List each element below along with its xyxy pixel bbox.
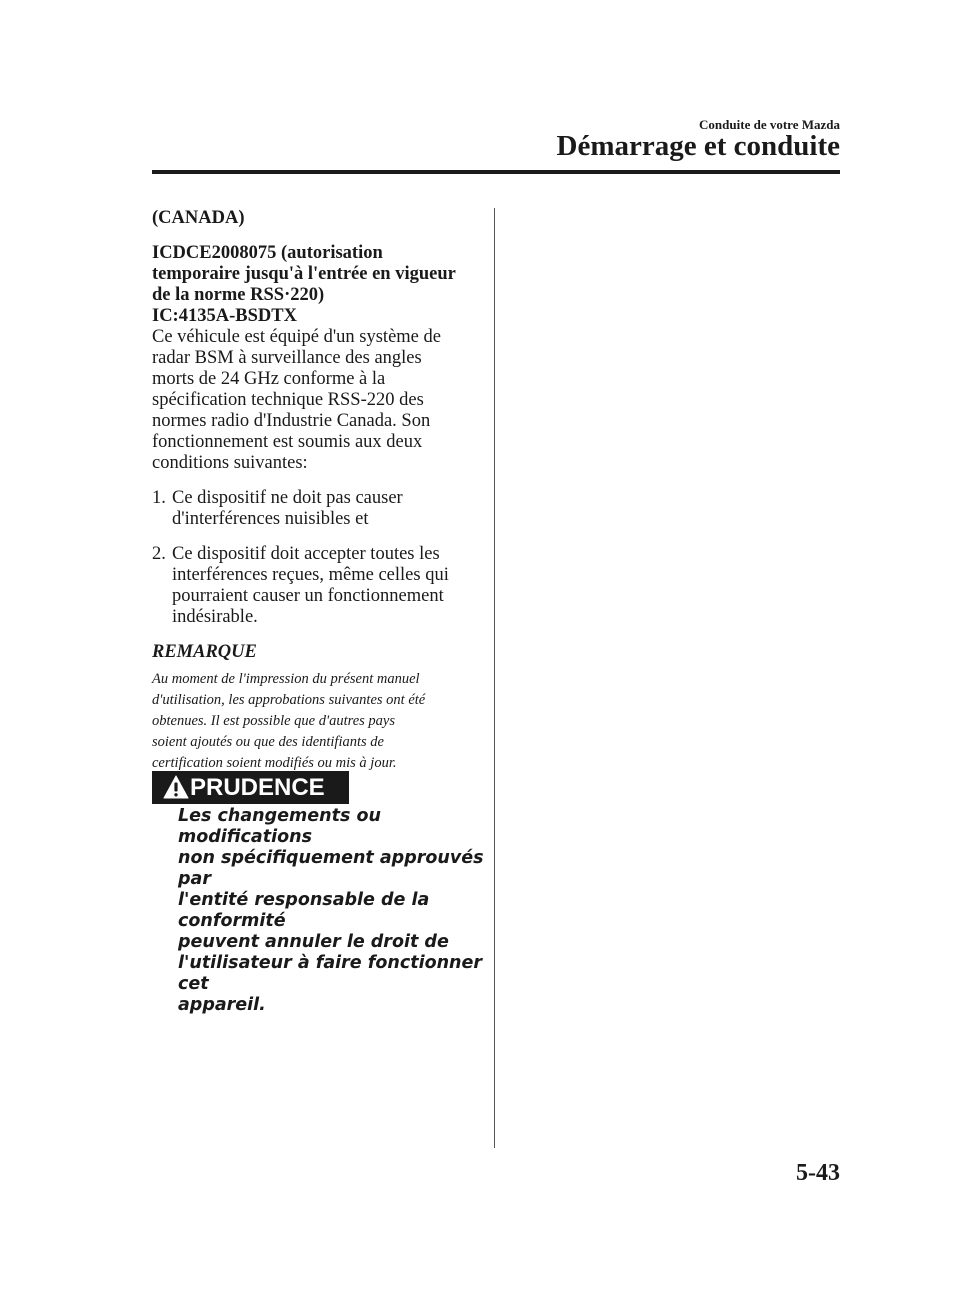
page-title: Démarrage et conduite xyxy=(556,130,840,162)
approval-line: de la norme RSS·220) xyxy=(152,285,325,305)
section-label: Conduite de votre Mazda xyxy=(699,117,840,132)
column-divider xyxy=(494,208,495,1148)
caution-line: l'utilisateur à faire fonctionner cet xyxy=(178,953,483,994)
list-line: d'interférences nuisibles et xyxy=(172,509,369,529)
left-column xyxy=(152,208,487,774)
list-line: indésirable. xyxy=(172,607,258,627)
list-number: 2. xyxy=(152,544,166,564)
list-item xyxy=(152,488,487,530)
paragraph-line: fonctionnement est soumis aux deux xyxy=(152,432,423,452)
caution-banner xyxy=(152,771,349,804)
caution-line: l'entité responsable de la conformité xyxy=(178,890,430,931)
list-item xyxy=(152,544,487,628)
paragraph xyxy=(152,327,487,474)
caution-line: non spécifiquement approuvés par xyxy=(178,848,484,889)
remarque-body xyxy=(152,669,487,774)
paragraph-line: radar BSM à surveillance des angles xyxy=(152,348,422,368)
paragraph-line: Ce véhicule est équipé d'un système de xyxy=(152,327,441,347)
list-line: Ce dispositif doit accepter toutes les xyxy=(172,544,440,564)
warning-icon xyxy=(163,775,189,799)
paragraph-line: conditions suivantes: xyxy=(152,453,308,473)
remarque-title: REMARQUE xyxy=(152,642,257,662)
approval-line: temporaire jusqu'à l'entrée en vigueur xyxy=(152,264,456,284)
caution-line: peuvent annuler le droit de xyxy=(178,932,449,952)
approval-line: ICDCE2008075 (autorisation xyxy=(152,243,383,263)
page-number: 5-43 xyxy=(796,1160,840,1186)
remarque-line: soient ajoutés ou que des identifiants de xyxy=(152,734,384,750)
canada-heading: (CANADA) xyxy=(152,208,245,228)
list-line: pourraient causer un fonctionnement xyxy=(172,586,444,606)
remarque-line: obtenues. Il est possible que d'autres pays xyxy=(152,713,395,729)
paragraph-line: normes radio d'Industrie Canada. Son xyxy=(152,411,431,431)
approval-line: IC:4135A-BSDTX xyxy=(152,306,297,326)
list-line: interférences reçues, même celles qui xyxy=(172,565,449,585)
caution-text xyxy=(178,806,490,1016)
caution-line: Les changements ou modifications xyxy=(178,806,381,847)
approval-block xyxy=(152,243,487,327)
paragraph-line: spécification technique RSS-220 des xyxy=(152,390,424,410)
remarque-line: d'utilisation, les approbations suivantes ont été xyxy=(152,692,426,708)
paragraph-line: morts de 24 GHz conforme à la xyxy=(152,369,386,389)
list-line: Ce dispositif ne doit pas causer xyxy=(172,488,403,508)
remarque-line: Au moment de l'impression du présent manuel xyxy=(152,671,420,687)
header-rule xyxy=(152,170,840,174)
caution-line: appareil. xyxy=(178,995,266,1015)
remarque-line: certification soient modifiés ou mis à jour. xyxy=(152,755,397,771)
list-number: 1. xyxy=(152,488,166,508)
caution-label: PRUDENCE xyxy=(190,774,325,801)
